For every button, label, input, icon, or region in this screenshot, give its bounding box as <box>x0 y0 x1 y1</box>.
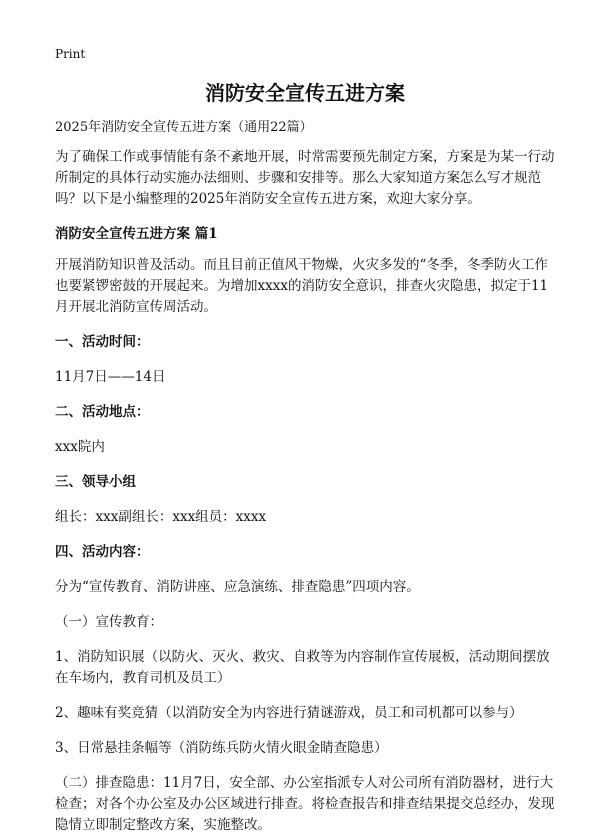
subheading-inspection: （二）排查隐患：11月7日，安全部、办公室指派专人对公司所有消防器材，进行大检查；对各个办公室及办公区域进行排查。将检查报告和排查结果提交总经办，发现隐情立即制定整改方案，实施整改。 <box>55 775 555 833</box>
print-link[interactable]: Print <box>55 47 86 61</box>
heading-activity-time: 一、活动时间： <box>55 334 150 350</box>
document-page <box>55 80 555 836</box>
heading-activity-place: 二、活动地点： <box>55 404 150 420</box>
paragraph-overview: 开展消防知识普及活动。而且目前正值风干物燥，火灾多发的“冬季，冬季防火工作也要紧锣密鼓的开展起来。为增加xxxx的消防安全意识，排查火灾隐患，拟定于11月开展北消防宣传周活动。 <box>55 257 549 315</box>
list-item: 1、消防知识展（以防火、灭火、救灾、自救等为内容制作宣传展板，活动期间摆放在车场内，教育司机及员工） <box>55 649 550 686</box>
heading-leadership-group: 三、领导小组 <box>55 474 136 490</box>
activity-content: 分为“宣传教育、消防讲座、应急演练、排查隐患”四项内容。 <box>55 579 420 595</box>
list-item: 3、日常悬挂条幅等（消防练兵防火情火眼金睛查隐患） <box>55 740 388 756</box>
activity-time: 11月7日——14日 <box>55 369 166 385</box>
section-heading: 消防安全宣传五进方案 篇1 <box>55 226 218 242</box>
page-title: 消防安全宣传五进方案 <box>205 81 405 105</box>
subheading-publicity: （一）宣传教育： <box>55 614 163 630</box>
activity-place: xxx院内 <box>55 439 105 455</box>
document-subtitle: 2025年消防安全宣传五进方案（通用22篇） <box>55 120 313 135</box>
list-item: 2、趣味有奖竞猜（以消防安全为内容进行猜谜游戏，员工和司机都可以参与） <box>55 705 523 721</box>
heading-activity-content: 四、活动内容： <box>55 544 150 560</box>
leadership-group: 组长：xxx副组长：xxx组员：xxxx <box>55 509 267 525</box>
intro-paragraph: 为了确保工作或事情能有条不紊地开展，时常需要预先制定方案，方案是为某一行动所制定的具体行动实施办法细则、步骤和安排等。那么大家知道方案怎么写才规范吗？以下是小编整理的2025年消防安全宣传五进方案，欢迎大家分享。 <box>55 149 555 207</box>
